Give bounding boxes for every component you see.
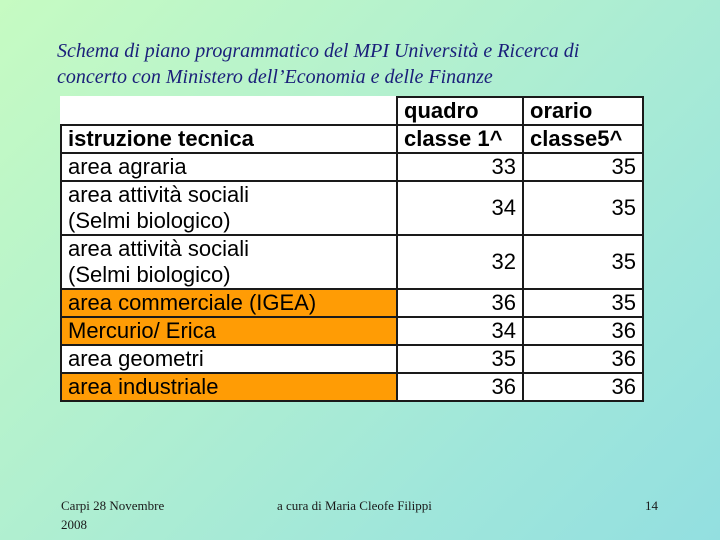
row-classe-1-value: 33 (397, 153, 523, 181)
table-row (61, 345, 643, 373)
row-classe-1-value: 36 (397, 289, 523, 317)
header-row (61, 125, 643, 153)
table-row (61, 317, 643, 345)
row-classe-5-value: 36 (523, 373, 643, 401)
title-line-2: concerto con Ministero dell’Economia e delle Finanze (57, 66, 493, 88)
row-classe-5-value: 36 (523, 345, 643, 373)
header-istruzione-tecnica: istruzione tecnica (61, 125, 397, 153)
table-row (61, 373, 643, 401)
row-label-line: area attività sociali (68, 236, 249, 261)
row-classe-5-value: 36 (523, 317, 643, 345)
header-row-top (61, 97, 643, 125)
header-orario: orario (523, 97, 643, 125)
row-label-line: area attività sociali (68, 182, 249, 207)
row-label (61, 153, 397, 181)
table-row (61, 235, 643, 289)
footer-date-line-2: 2008 (61, 517, 87, 532)
row-label-line: area commerciale (IGEA) (68, 290, 317, 315)
header-classe-1: classe 1^ (397, 125, 523, 153)
footer-date (61, 496, 164, 534)
header-classe-5: classe5^ (523, 125, 643, 153)
slide-title (57, 38, 697, 90)
row-classe-5-value: 35 (523, 289, 643, 317)
row-label (61, 289, 397, 317)
row-classe-1-value: 34 (397, 181, 523, 235)
title-line-1: Schema di piano programmatico del MPI Università e Ricerca di (57, 40, 580, 62)
row-label-line: area geometri (68, 346, 204, 371)
row-label-line: area agraria (68, 154, 187, 179)
header-quadro: quadro (397, 97, 523, 125)
row-label-line: Mercurio/ Erica (68, 318, 216, 343)
row-classe-1-value: 32 (397, 235, 523, 289)
row-label (61, 317, 397, 345)
row-classe-1-value: 36 (397, 373, 523, 401)
table-row (61, 289, 643, 317)
row-classe-5-value: 35 (523, 235, 643, 289)
row-classe-5-value: 35 (523, 181, 643, 235)
table-row (61, 153, 643, 181)
header-blank-cell (61, 97, 397, 125)
row-label-line: (Selmi biologico) (68, 208, 231, 233)
row-label (61, 235, 397, 289)
footer-author: a cura di Maria Cleofe Filippi (277, 498, 432, 513)
row-classe-1-value: 35 (397, 345, 523, 373)
row-label-line: area industriale (68, 374, 219, 399)
footer-page-number: 14 (645, 498, 658, 513)
row-classe-5-value: 35 (523, 153, 643, 181)
footer-date-line-1: Carpi 28 Novembre (61, 498, 165, 513)
row-label (61, 373, 397, 401)
row-classe-1-value: 34 (397, 317, 523, 345)
row-label (61, 345, 397, 373)
table-row (61, 181, 643, 235)
row-label-line: (Selmi biologico) (68, 262, 231, 287)
row-label (61, 181, 397, 235)
schedule-table (60, 96, 644, 402)
